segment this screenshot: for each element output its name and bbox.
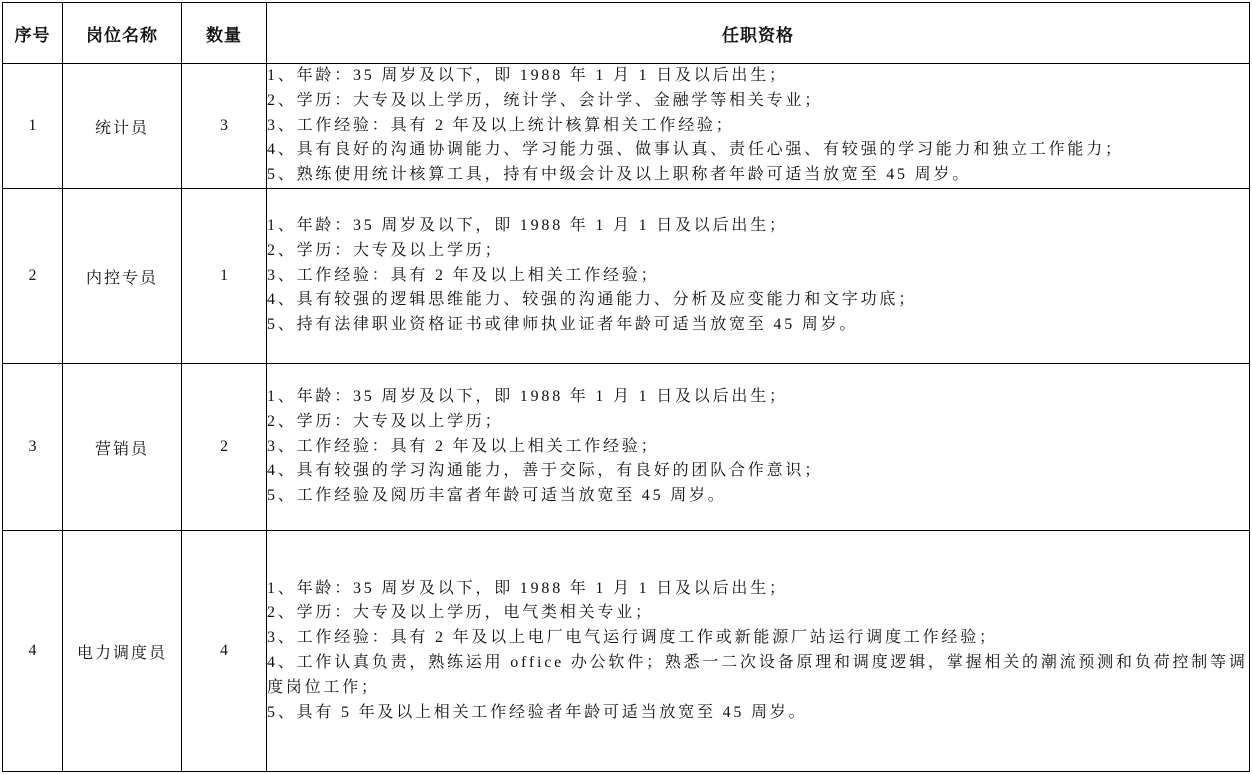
recruitment-table (2, 2, 1250, 772)
qualification-item: 3、工作经验：具有 2 年及以上相关工作经验； (267, 266, 660, 284)
qualification-item: 5、熟练使用统计核算工具，持有中级会计及以上职称者年龄可适当放宽至 45 周岁。 (267, 166, 972, 184)
qualifications-cell (267, 189, 1250, 364)
header-qualifications: 任职资格 (267, 3, 1250, 64)
qualification-item: 3、工作经验：具有 2 年及以上电厂电气运行调度工作或新能源厂站运行调度工作经验； (267, 629, 998, 647)
position-name: 统计员 (63, 64, 182, 189)
row-index: 1 (3, 64, 63, 189)
qualification-item: 2、学历：大专及以上学历，电气类相关专业； (267, 604, 654, 622)
qualification-item: 1、年龄：35 周岁及以下，即 1988 年 1 月 1 日及以后出生； (267, 579, 788, 597)
position-name: 营销员 (63, 364, 182, 531)
qualification-item: 3、工作经验：具有 2 年及以上相关工作经验； (267, 437, 660, 455)
table-header-row (3, 3, 1250, 64)
row-index: 4 (3, 531, 63, 772)
qualification-item: 1、年龄：35 周岁及以下，即 1988 年 1 月 1 日及以后出生； (267, 217, 788, 234)
table-row (3, 531, 1250, 772)
position-count: 2 (182, 364, 267, 531)
qualification-item: 1、年龄：35 周岁及以下，即 1988 年 1 月 1 日及以后出生； (267, 388, 788, 405)
table-row (3, 64, 1250, 189)
qualification-item: 3、工作经验：具有 2 年及以上统计核算相关工作经验； (267, 116, 735, 134)
position-count: 4 (182, 531, 267, 772)
header-position: 岗位名称 (63, 3, 182, 64)
qualifications-cell (267, 364, 1250, 531)
position-name: 电力调度员 (63, 531, 182, 772)
qualification-item: 5、工作经验及阅历丰富者年龄可适当放宽至 45 周岁。 (267, 487, 727, 505)
row-index: 3 (3, 364, 63, 531)
qualification-item: 4、具有较强的学习沟通能力，善于交际，有良好的团队合作意识； (267, 462, 824, 480)
table-row (3, 189, 1250, 364)
table-row (3, 364, 1250, 531)
qualification-item: 5、具有 5 年及以上相关工作经验者年龄可适当放宽至 45 周岁。 (267, 703, 808, 721)
row-index: 2 (3, 189, 63, 364)
qualification-item: 5、持有法律职业资格证书或律师执业证者年龄可适当放宽至 45 周岁。 (267, 316, 859, 334)
qualification-item: 2、学历：大专及以上学历，统计学、会计学、金融学等相关专业； (267, 91, 824, 109)
qualifications-cell (267, 531, 1250, 772)
qualifications-cell (267, 64, 1250, 189)
qualification-item: 2、学历：大专及以上学历； (267, 241, 504, 259)
document-sheet (2, 2, 1250, 772)
position-count: 3 (182, 64, 267, 189)
header-count: 数量 (182, 3, 267, 64)
qualification-item: 4、工作认真负责，熟练运用 office 办公软件；熟悉一二次设备原理和调度逻辑，掌握相关的潮流预测和负荷控制等调度岗位工作； (267, 654, 1248, 696)
header-index: 序号 (3, 3, 63, 64)
position-name: 内控专员 (63, 189, 182, 364)
qualification-item: 4、具有良好的沟通协调能力、学习能力强、做事认真、责任心强、有较强的学习能力和独立工作能力； (267, 141, 1124, 159)
qualification-item: 1、年龄：35 周岁及以下，即 1988 年 1 月 1 日及以后出生； (267, 67, 788, 84)
qualification-item: 2、学历：大专及以上学历； (267, 412, 504, 430)
position-count: 1 (182, 189, 267, 364)
qualification-item: 4、具有较强的逻辑思维能力、较强的沟通能力、分析及应变能力和文字功底； (267, 291, 918, 309)
